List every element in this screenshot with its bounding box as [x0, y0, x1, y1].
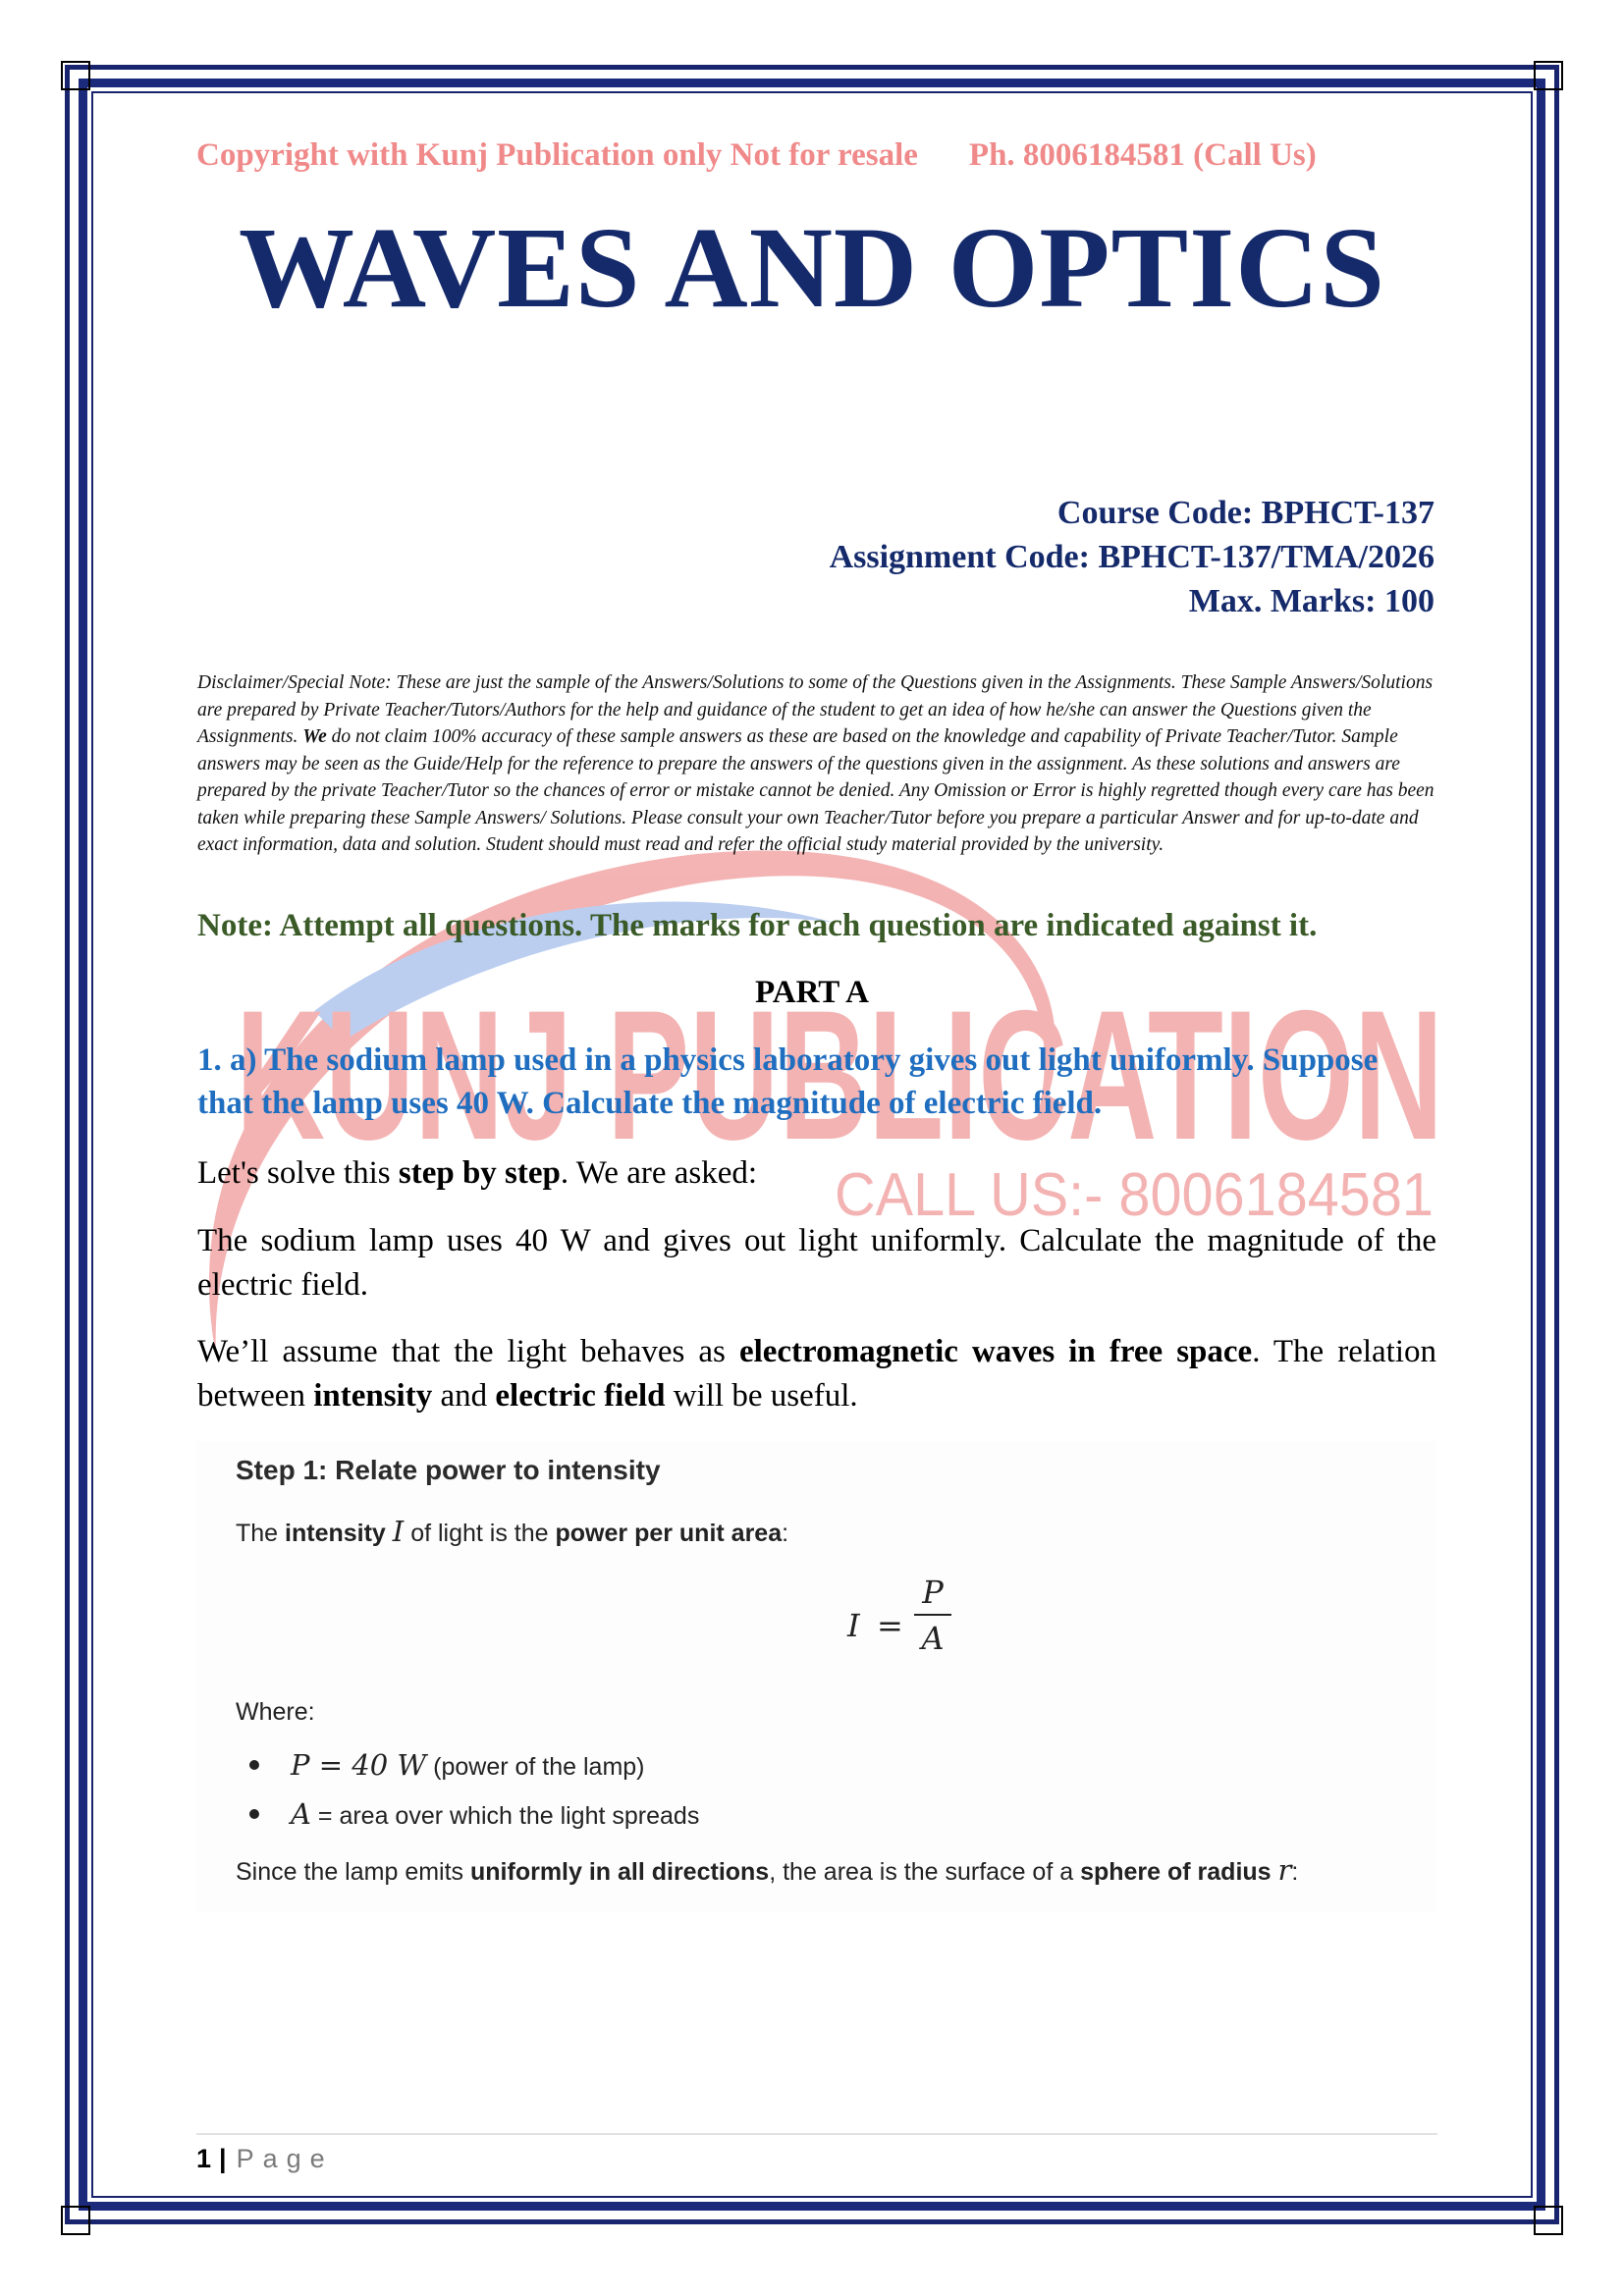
- answer-intro-bold: step by step: [398, 1155, 561, 1191]
- border-corner-ornament: [61, 61, 90, 90]
- disclaimer-text-start: Disclaimer/Special Note: These are just the sample of the Answers/Solutions to some of the Questions given in the Assignments. These Sample Answers/Solutions are prepared by Private Teacher/Tutors/Authors for the help and guidance of the student to get an idea of how he/she can answer the Questions given the Assignments.: [197, 672, 1434, 747]
- assignment-code: Assignment Code: BPHCT-137/TMA/2026: [829, 539, 1435, 575]
- watermark-call-text: CALL US:- 8006184581: [835, 1161, 1434, 1229]
- bullet-icon: [249, 1809, 259, 1819]
- phone-text: Ph. 8006184581 (Call Us): [968, 137, 1317, 173]
- step-intro-bold-intensity: intensity: [285, 1520, 386, 1547]
- formula-fraction: [914, 1574, 951, 1657]
- formula-numerator: P: [922, 1574, 944, 1611]
- sphere-statement: [236, 1853, 1298, 1887]
- page-number: 1: [196, 2144, 212, 2173]
- answer-intro-text-end: . We are asked:: [560, 1155, 758, 1191]
- assumption-text: We’ll assume that the light behaves as: [197, 1334, 739, 1369]
- bullet-icon: [249, 1760, 259, 1770]
- assumption-text: will be useful.: [665, 1378, 858, 1414]
- assumption-bold-intensity: intensity: [313, 1378, 433, 1414]
- answer-assumption: [197, 1330, 1436, 1418]
- step-intro-text: :: [782, 1520, 789, 1547]
- max-marks: Max. Marks: 100: [1188, 583, 1435, 619]
- fraction-bar: [914, 1614, 951, 1616]
- watermark-brand-text: KUNJ PUBLICATION: [236, 972, 1443, 1178]
- answer-restatement: The sodium lamp uses 40 W and gives out light uniformly. Calculate the magnitude of the electric field.: [197, 1223, 1436, 1303]
- copyright-header: [196, 137, 1317, 174]
- step-intro-bold-power: power per unit area: [555, 1520, 783, 1547]
- step-1-screenshot: [196, 1441, 1435, 1912]
- step-1-intro: [236, 1515, 788, 1548]
- page-label: Page: [236, 2144, 334, 2173]
- step-intro-text: The: [236, 1520, 286, 1547]
- copyright-text: Copyright with Kunj Publication only Not for resale: [196, 137, 918, 173]
- border-corner-ornament: [1534, 61, 1563, 90]
- where-label: Where:: [236, 1698, 315, 1726]
- disclaimer-text-end: do not claim 100% accuracy of these sample answers as these are based on the knowledge and capability of Private Teacher/Tutor. Sample answers may be seen as the Guide/Help for the reference to prepare the answers of the questions given in the assignment. As these solutions and answers are prepared by the private Teacher/Tutor so the chances of error or mistake cannot be denied. Any Omission or Error is highly regretted though every care has been taken while preparing these Sample Answers/ Solutions. Please consult your own Teacher/Tutor before you prepare a particular Answer and for up-to-date and exact information, data and solution. Student should must read and refer the official study material provided by the university.: [197, 726, 1435, 855]
- sphere-text: , the area is the surface of a: [769, 1858, 1081, 1886]
- assumption-text: and: [432, 1378, 496, 1414]
- radius-symbol: r: [1277, 1853, 1292, 1887]
- part-heading: PART A: [755, 975, 869, 1010]
- power-description: (power of the lamp): [426, 1753, 645, 1781]
- formula-lhs: I: [847, 1607, 860, 1644]
- disclaimer: [197, 669, 1436, 859]
- power-value: P = 40 W: [291, 1748, 427, 1782]
- border-corner-ornament: [1534, 2206, 1563, 2235]
- intensity-symbol: I: [392, 1515, 405, 1548]
- assumption-text: . The relation between: [197, 1334, 1437, 1414]
- answer-intro-text: Let's solve this: [197, 1155, 399, 1191]
- list-item: [236, 1740, 699, 1789]
- course-code: Course Code: BPHCT-137: [1056, 495, 1435, 531]
- page-title: WAVES AND OPTICS: [239, 203, 1385, 332]
- sphere-text: :: [1291, 1858, 1299, 1886]
- formula-denominator: A: [921, 1620, 945, 1657]
- disclaimer-bold-we: We: [302, 726, 327, 747]
- list-item: [236, 1789, 699, 1839]
- assumption-bold-electric-field: electric field: [495, 1378, 666, 1414]
- variable-list: [236, 1740, 699, 1839]
- instructions-note: Note: Attempt all questions. The marks for each question are indicated against it.: [197, 908, 1318, 943]
- step-1-title: Step 1: Relate power to intensity: [236, 1455, 661, 1485]
- page-footer: [196, 2144, 334, 2174]
- area-description: = area over which the light spreads: [310, 1802, 700, 1830]
- sphere-text: Since the lamp emits: [236, 1858, 470, 1886]
- answer-intro: [197, 1151, 1436, 1196]
- question-1a: 1. a) The sodium lamp used in a physics laboratory gives out light uniformly. Suppose that the lamp uses 40 W. Calculate the magnitude of electric field.: [197, 1042, 1379, 1121]
- step-intro-text: of light is the: [404, 1520, 556, 1547]
- sphere-bold-uniform: uniformly in all directions: [470, 1858, 770, 1886]
- sphere-bold-radius: sphere of radius: [1080, 1858, 1272, 1886]
- area-symbol: A: [291, 1797, 311, 1831]
- footer-separator: |: [219, 2144, 227, 2173]
- course-info: [830, 491, 1435, 623]
- formula-equals: =: [877, 1607, 903, 1644]
- footer-divider: [196, 2133, 1437, 2135]
- border-corner-ornament: [61, 2206, 90, 2235]
- assumption-bold-em-waves: electromagnetic waves in free space: [738, 1334, 1253, 1369]
